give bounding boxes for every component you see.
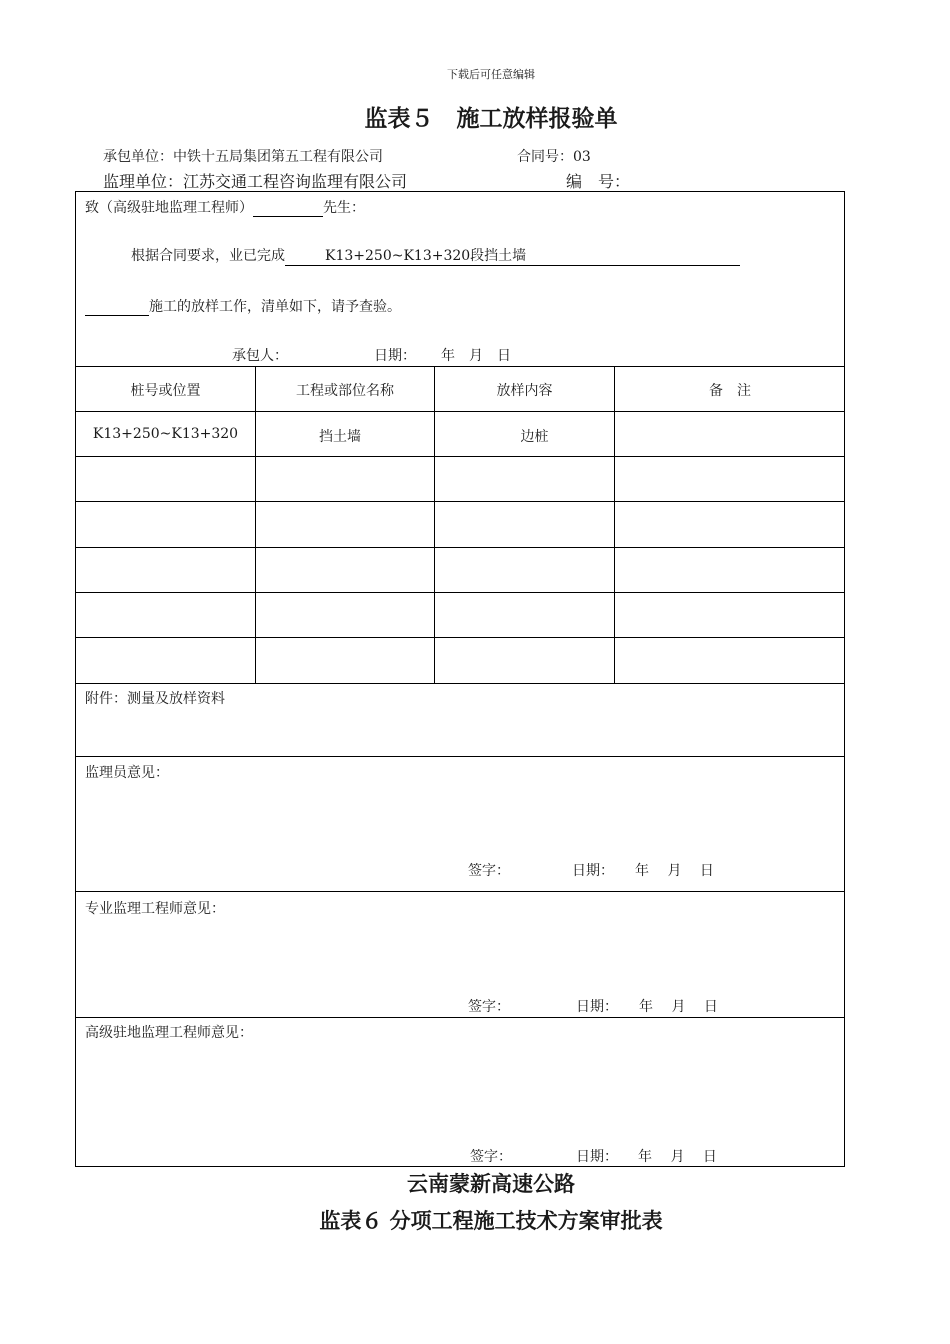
column-line [434,366,435,683]
senior-opinion-label: 高级驻地监理工程师意见： [85,1025,253,1041]
row-line [75,547,845,548]
next-form-project: 云南蒙新高速公路 [407,1171,575,1196]
contractor-sign: 承包人： [232,348,288,364]
section-line [75,756,845,757]
contractor-date-ymd: 年 月 日 [441,348,511,364]
body-line-1 [131,245,740,266]
row-line [75,501,845,502]
inspector-date-ymd: 年 月 日 [635,863,714,879]
column-header-content: 放样内容 [496,383,553,399]
inspector-date-label: 日期： [572,863,614,879]
column-header-remark: 备 注 [709,383,751,399]
contractor-unit: 承包单位：中铁十五局集团第五工程有限公司 [103,149,383,165]
inspector-opinion-label: 监理员意见： [85,765,169,781]
row-line [75,592,845,593]
table-cell-location[interactable]: K13+250~K13+320 [92,426,239,442]
senior-date-ymd: 年 月 日 [638,1149,717,1165]
addressee-blank[interactable] [253,200,323,217]
specialist-date-label: 日期： [576,999,618,1015]
senior-date-label: 日期： [576,1149,618,1165]
table-cell-part[interactable]: 挡土墙 [319,429,361,445]
contract-number: 合同号：03 [517,149,591,165]
column-line [614,366,615,683]
serial-number: 编 号： [566,172,631,191]
next-form-title: 监表６ 分项工程施工技术方案审批表 [319,1208,663,1233]
supervisor-unit: 监理单位：江苏交通工程咨询监理有限公司 [103,172,408,191]
senior-sign-label: 签字： [470,1149,512,1165]
body-line-2-text: 施工的放样工作，清单如下，请予查验。 [149,299,401,315]
form-title: 监表５ 施工放样报验单 [364,105,618,132]
row-line [75,637,845,638]
column-header-part: 工程或部位名称 [296,383,394,399]
body-fill[interactable]: K13+250~K13+320段挡土墙 [285,245,740,266]
specialist-opinion-label: 专业监理工程师意见： [85,901,225,917]
header-note: 下载后可任意编辑 [447,68,535,81]
inspector-sign-label: 签字： [468,863,510,879]
specialist-sign-label: 签字： [468,999,510,1015]
attachment-label: 附件：测量及放样资料 [85,691,225,707]
body-line-2-blank[interactable] [85,299,149,316]
addressee-suffix: 先生： [323,200,365,216]
contractor-date-label: 日期： [374,348,416,364]
section-line [75,891,845,892]
table-cell-content[interactable]: 边桩 [520,429,549,445]
table-bottom-line [75,683,845,684]
body-line-2 [85,296,401,316]
addressee-line [85,197,365,217]
column-line [255,366,256,683]
row-line [75,456,845,457]
form-frame [75,191,845,1167]
section-line [75,1017,845,1018]
specialist-date-ymd: 年 月 日 [639,999,718,1015]
row-line [75,411,845,412]
column-header-location: 桩号或位置 [130,383,201,399]
table-top-line [75,366,845,367]
body-prefix: 根据合同要求，业已完成 [131,248,285,264]
addressee-prefix: 致（高级驻地监理工程师） [85,200,253,216]
